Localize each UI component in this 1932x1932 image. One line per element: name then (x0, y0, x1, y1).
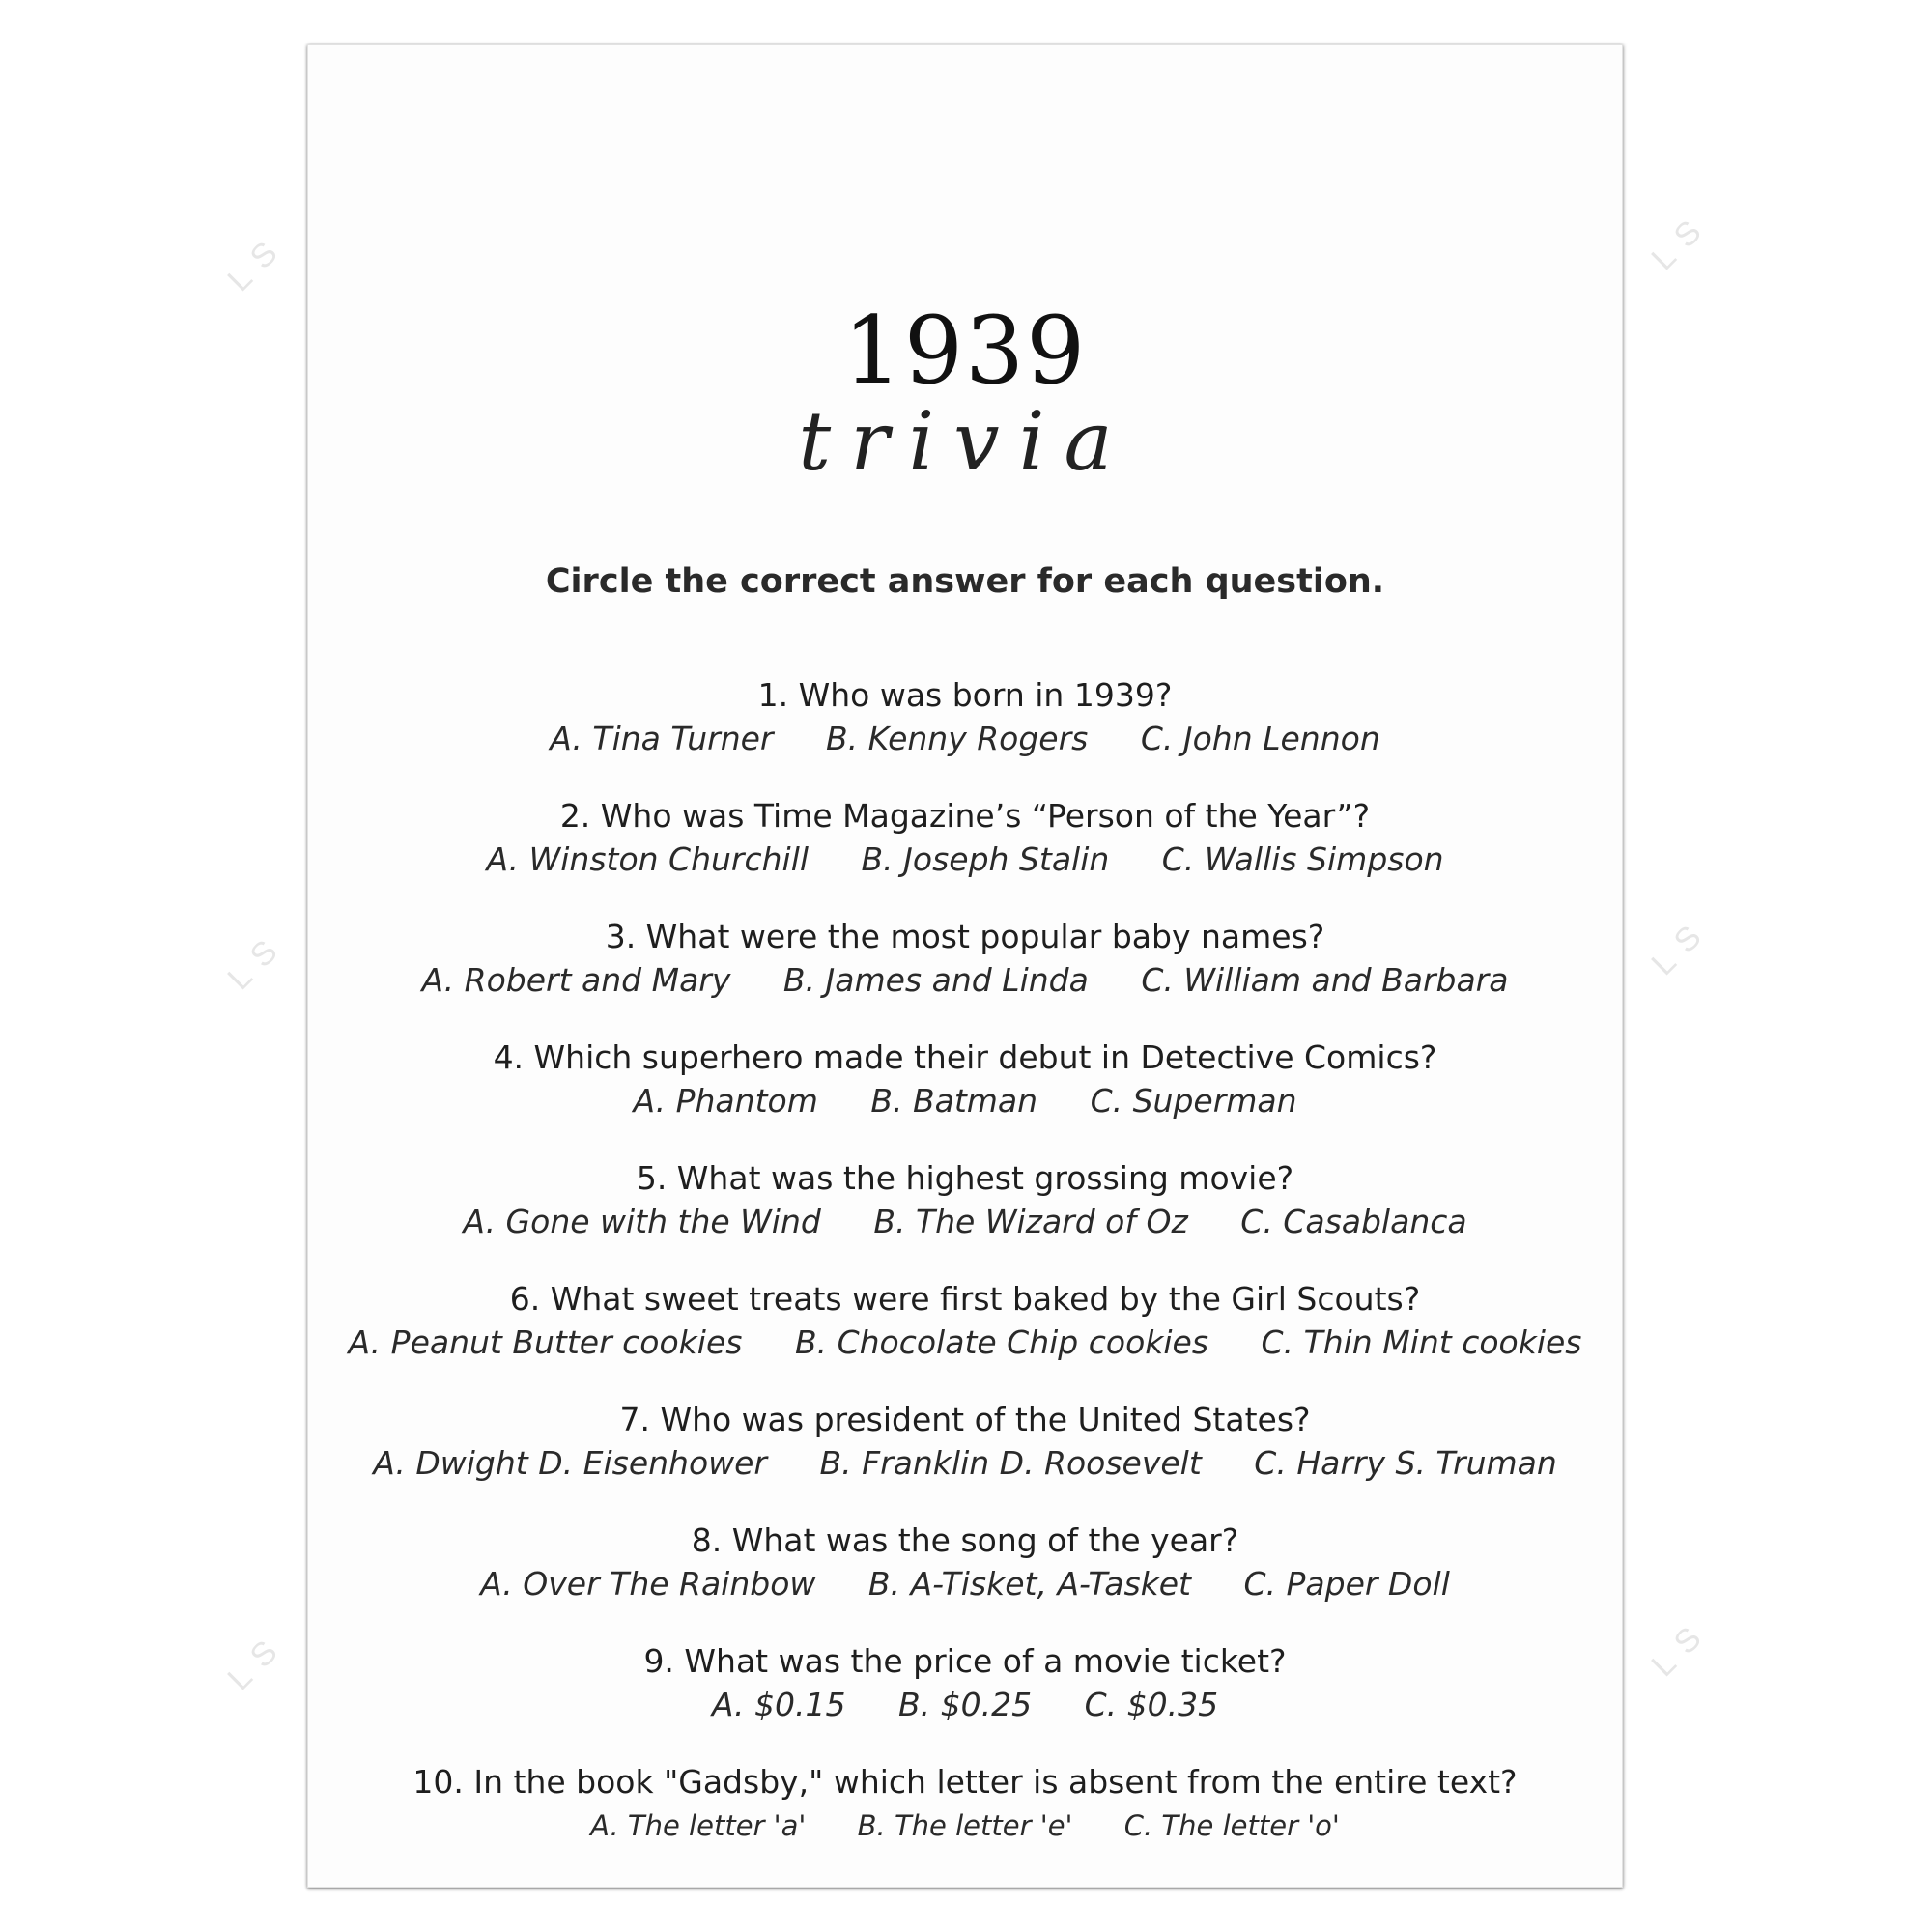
question-item (308, 1158, 1622, 1245)
answer-option-c[interactable]: C. The letter 'o' (1123, 1809, 1340, 1842)
page-subtitle: trivia (798, 394, 1132, 489)
answer-option-c[interactable]: C. Superman (1090, 1082, 1297, 1120)
answer-option-a[interactable]: A. Phantom (633, 1082, 818, 1120)
answer-option-b[interactable]: B. Joseph Stalin (861, 840, 1110, 878)
answer-options (308, 1078, 1622, 1124)
question-text: 3. What were the most popular baby names? (605, 918, 1325, 955)
answer-option-b[interactable]: B. $0.25 (898, 1686, 1033, 1723)
answer-option-c[interactable]: C. Thin Mint cookies (1261, 1323, 1582, 1361)
answer-option-a[interactable]: A. Peanut Butter cookies (348, 1323, 743, 1361)
question-text: 2. Who was Time Magazine’s “Person of the Year”? (559, 797, 1371, 835)
question-item (308, 1279, 1622, 1366)
answer-option-a[interactable]: A. Dwight D. Eisenhower (373, 1444, 767, 1482)
answer-option-c[interactable]: C. $0.35 (1084, 1686, 1219, 1723)
question-item (308, 1762, 1622, 1849)
answer-option-b[interactable]: B. Batman (870, 1082, 1038, 1120)
answer-options (308, 1682, 1622, 1728)
page-title: 1939 (842, 297, 1088, 405)
trivia-sheet (307, 44, 1623, 1888)
watermark: LS (220, 923, 295, 998)
question-item (308, 1641, 1622, 1728)
question-text: 10. In the book "Gadsby," which letter is absent from the entire text? (412, 1763, 1518, 1801)
instructions: Circle the correct answer for each question. (545, 562, 1385, 601)
watermark: LS (220, 225, 295, 299)
answer-options (308, 957, 1622, 1004)
watermark: LS (1644, 204, 1719, 278)
answer-option-c[interactable]: C. Paper Doll (1243, 1565, 1450, 1603)
answer-options (308, 716, 1622, 762)
watermark: LS (1644, 909, 1719, 983)
question-text: 6. What sweet treats were first baked by the Girl Scouts? (509, 1280, 1421, 1318)
answer-options (308, 1440, 1622, 1487)
answer-option-a[interactable]: A. Gone with the Wind (463, 1203, 821, 1240)
watermark: LS (1644, 1610, 1719, 1685)
question-item (308, 796, 1622, 883)
answer-option-b[interactable]: B. A-Tisket, A-Tasket (867, 1565, 1191, 1603)
answer-options (308, 1803, 1622, 1849)
answer-options (308, 837, 1622, 883)
answer-option-b[interactable]: B. The Wizard of Oz (873, 1203, 1188, 1240)
answer-option-a[interactable]: A. Over The Rainbow (480, 1565, 816, 1603)
answer-options (308, 1561, 1622, 1607)
answer-option-c[interactable]: C. Harry S. Truman (1254, 1444, 1557, 1482)
answer-option-b[interactable]: B. Kenny Rogers (825, 720, 1089, 757)
answer-option-b[interactable]: B. Franklin D. Roosevelt (819, 1444, 1202, 1482)
answer-option-c[interactable]: C. William and Barbara (1141, 961, 1509, 999)
answer-option-b[interactable]: B. James and Linda (782, 961, 1089, 999)
answer-option-a[interactable]: A. Winston Churchill (486, 840, 810, 878)
answer-options (308, 1199, 1622, 1245)
question-item (308, 917, 1622, 1004)
answer-option-b[interactable]: B. Chocolate Chip cookies (794, 1323, 1209, 1361)
watermark: LS (220, 1624, 295, 1698)
question-text: 8. What was the song of the year? (691, 1521, 1239, 1559)
answer-option-a[interactable]: A. Robert and Mary (421, 961, 731, 999)
answer-option-a[interactable]: A. Tina Turner (550, 720, 774, 757)
question-text: 4. Which superhero made their debut in Detective Comics? (493, 1038, 1437, 1076)
answer-options (308, 1320, 1622, 1366)
question-item (308, 675, 1622, 762)
question-text: 5. What was the highest grossing movie? (636, 1159, 1294, 1197)
answer-option-c[interactable]: C. Casablanca (1240, 1203, 1467, 1240)
answer-option-b[interactable]: B. The letter 'e' (857, 1809, 1073, 1842)
question-item (308, 1520, 1622, 1607)
question-text: 9. What was the price of a movie ticket? (643, 1642, 1287, 1680)
answer-option-c[interactable]: C. John Lennon (1140, 720, 1380, 757)
question-item (308, 1400, 1622, 1487)
answer-option-c[interactable]: C. Wallis Simpson (1161, 840, 1444, 878)
answer-option-a[interactable]: A. $0.15 (711, 1686, 846, 1723)
question-item (308, 1037, 1622, 1124)
answer-option-a[interactable]: A. The letter 'a' (590, 1809, 807, 1842)
question-text: 7. Who was president of the United States? (619, 1401, 1311, 1438)
question-text: 1. Who was born in 1939? (757, 676, 1173, 714)
